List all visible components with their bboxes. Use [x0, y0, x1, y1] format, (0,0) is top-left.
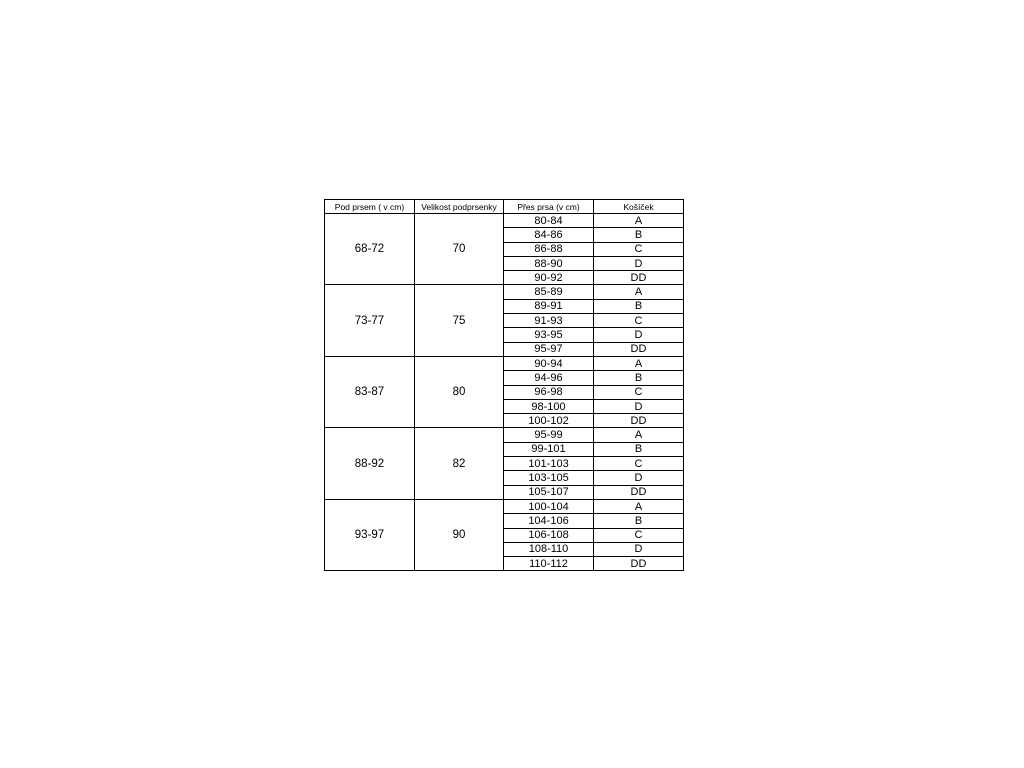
- cup-cell: DD: [594, 271, 684, 285]
- bra-size-cell: 75: [415, 285, 504, 356]
- cup-cell: D: [594, 328, 684, 342]
- cup-cell: C: [594, 528, 684, 542]
- cup-cell: C: [594, 385, 684, 399]
- over-bust-cell: 95-97: [504, 342, 594, 356]
- bra-size-cell: 70: [415, 214, 504, 285]
- cup-cell: A: [594, 356, 684, 370]
- over-bust-cell: 96-98: [504, 385, 594, 399]
- cup-cell: B: [594, 371, 684, 385]
- over-bust-cell: 90-92: [504, 271, 594, 285]
- bra-size-cell: 82: [415, 428, 504, 499]
- header-under-bust: Pod prsem ( v cm): [325, 200, 415, 214]
- over-bust-cell: 91-93: [504, 314, 594, 328]
- header-over-bust: Přes prsa (v cm): [504, 200, 594, 214]
- over-bust-cell: 90-94: [504, 356, 594, 370]
- table-row: [325, 499, 684, 513]
- cup-cell: D: [594, 542, 684, 556]
- bra-size-cell: 80: [415, 356, 504, 427]
- over-bust-cell: 89-91: [504, 299, 594, 313]
- table-row: [325, 285, 684, 299]
- cup-cell: DD: [594, 414, 684, 428]
- over-bust-cell: 104-106: [504, 514, 594, 528]
- over-bust-cell: 88-90: [504, 256, 594, 270]
- under-bust-cell: 73-77: [325, 285, 415, 356]
- table-header: [325, 200, 684, 214]
- bra-size-cell: 90: [415, 499, 504, 570]
- cup-cell: C: [594, 314, 684, 328]
- cup-cell: D: [594, 399, 684, 413]
- cup-cell: B: [594, 299, 684, 313]
- over-bust-cell: 94-96: [504, 371, 594, 385]
- table-body: [325, 214, 684, 571]
- cup-cell: D: [594, 471, 684, 485]
- table-row: [325, 214, 684, 228]
- over-bust-cell: 106-108: [504, 528, 594, 542]
- over-bust-cell: 108-110: [504, 542, 594, 556]
- over-bust-cell: 99-101: [504, 442, 594, 456]
- cup-cell: B: [594, 514, 684, 528]
- over-bust-cell: 100-102: [504, 414, 594, 428]
- over-bust-cell: 93-95: [504, 328, 594, 342]
- cup-cell: C: [594, 242, 684, 256]
- over-bust-cell: 101-103: [504, 457, 594, 471]
- over-bust-cell: 86-88: [504, 242, 594, 256]
- table-row: [325, 428, 684, 442]
- cup-cell: A: [594, 499, 684, 513]
- over-bust-cell: 110-112: [504, 557, 594, 571]
- cup-cell: D: [594, 256, 684, 270]
- over-bust-cell: 103-105: [504, 471, 594, 485]
- header-row: [325, 200, 684, 214]
- under-bust-cell: 93-97: [325, 499, 415, 570]
- header-bra-size: Velikost podprsenky: [415, 200, 504, 214]
- over-bust-cell: 85-89: [504, 285, 594, 299]
- over-bust-cell: 95-99: [504, 428, 594, 442]
- over-bust-cell: 80-84: [504, 214, 594, 228]
- cup-cell: DD: [594, 342, 684, 356]
- cup-cell: A: [594, 285, 684, 299]
- over-bust-cell: 100-104: [504, 499, 594, 513]
- over-bust-cell: 105-107: [504, 485, 594, 499]
- cup-cell: DD: [594, 557, 684, 571]
- bra-size-table: [324, 199, 684, 571]
- under-bust-cell: 83-87: [325, 356, 415, 427]
- cup-cell: C: [594, 457, 684, 471]
- under-bust-cell: 88-92: [325, 428, 415, 499]
- cup-cell: B: [594, 228, 684, 242]
- over-bust-cell: 98-100: [504, 399, 594, 413]
- table-row: [325, 356, 684, 370]
- cup-cell: B: [594, 442, 684, 456]
- cup-cell: A: [594, 214, 684, 228]
- under-bust-cell: 68-72: [325, 214, 415, 285]
- header-cup: Košíček: [594, 200, 684, 214]
- over-bust-cell: 84-86: [504, 228, 594, 242]
- cup-cell: DD: [594, 485, 684, 499]
- cup-cell: A: [594, 428, 684, 442]
